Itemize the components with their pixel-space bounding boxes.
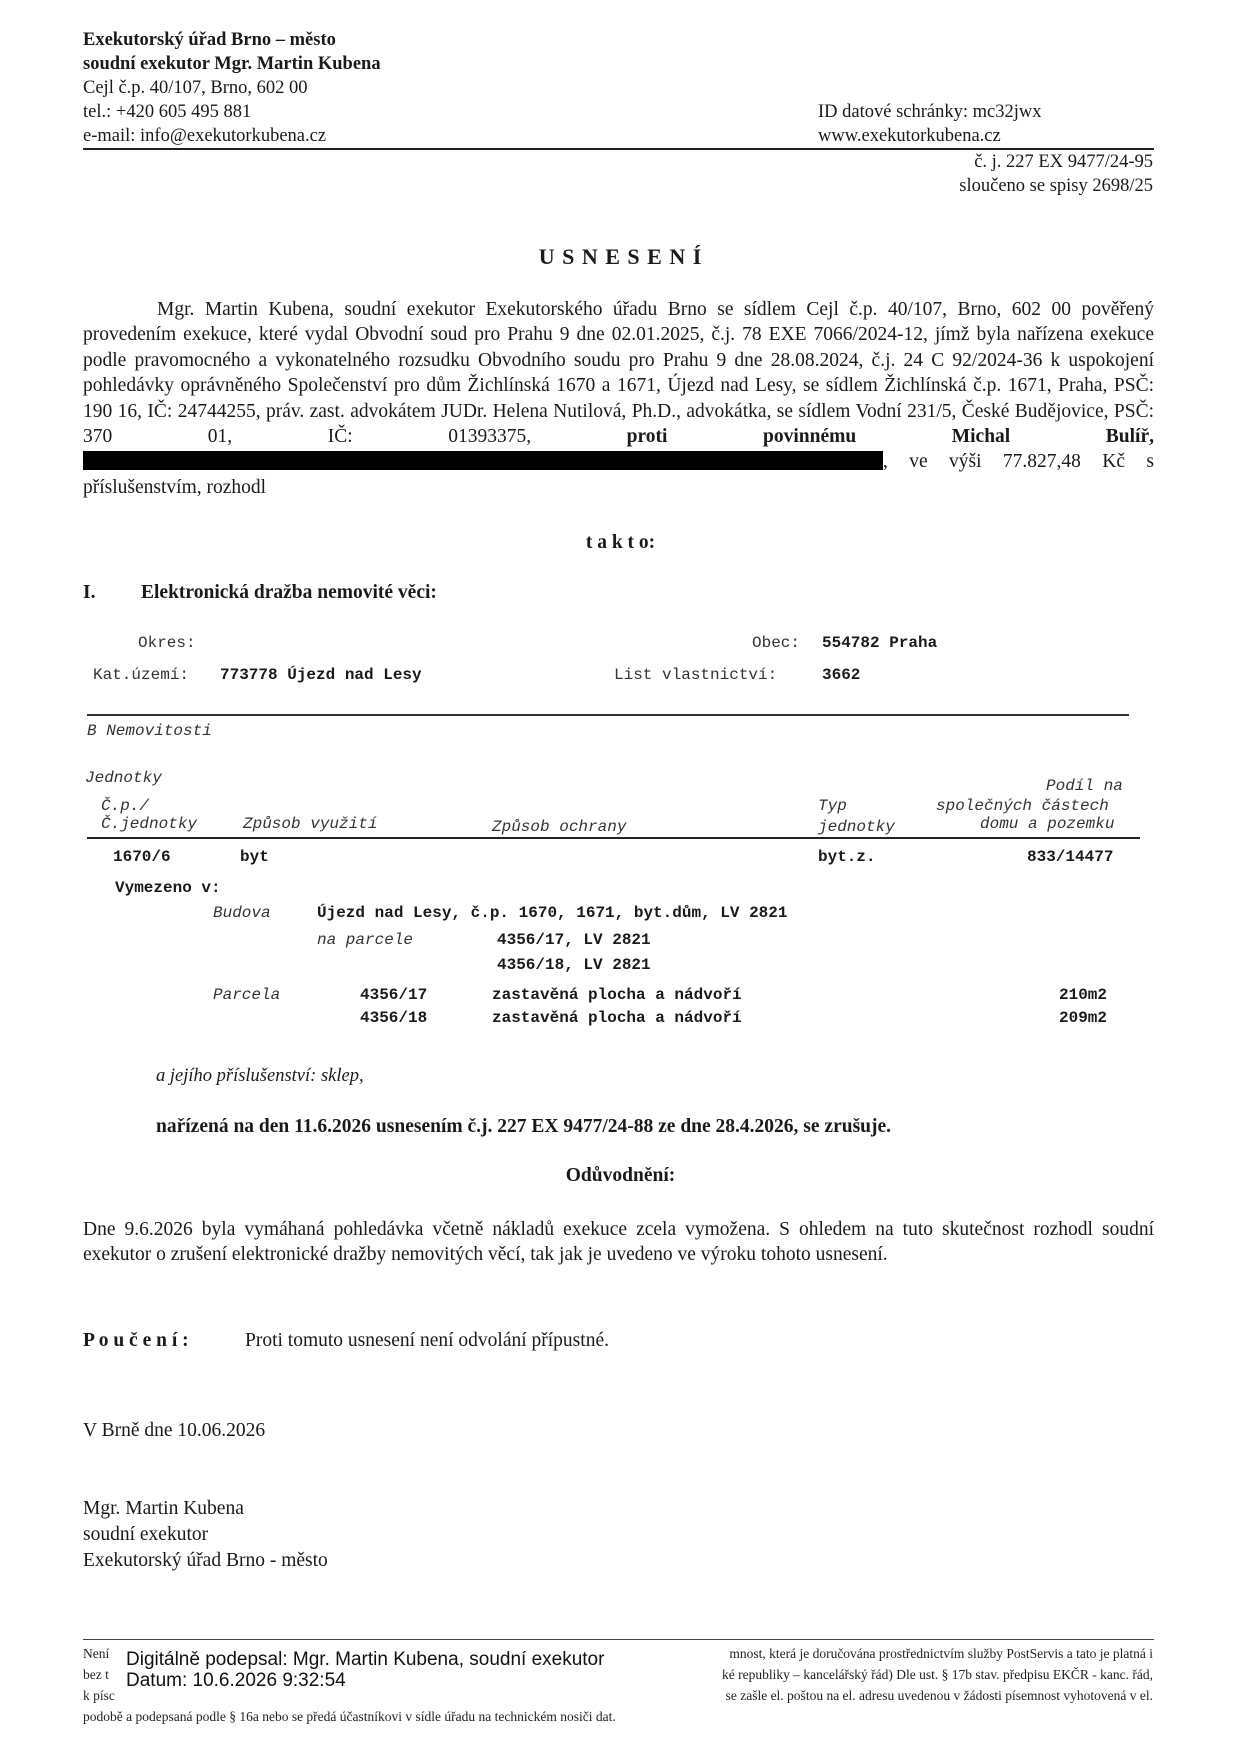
na-parcele-label: na parcele <box>317 931 414 949</box>
digital-signature-line-2: Datum: 10.6.2026 9:32:54 <box>126 1670 346 1691</box>
office-address: Cejl č.p. 40/107, Brno, 602 00 <box>83 78 308 98</box>
col-podil-1: Podíl na <box>1046 777 1123 795</box>
intro-amount: , ve výši 77.827,48 Kč s příslušenstvím, rozhodl <box>83 451 1154 498</box>
case-number: č. j. 227 EX 9477/24-95 <box>974 152 1153 172</box>
takto-heading: t a k t o: <box>585 532 656 553</box>
col-zpusob-vyuziti: Způsob využití <box>243 815 378 833</box>
parcel-1-area: 210m2 <box>1059 986 1108 1004</box>
section-heading: Elektronická dražba nemovité věci: <box>141 582 437 603</box>
footer-line-1-left: Není <box>83 1646 110 1661</box>
col-podil-3: domu a pozemku <box>980 815 1115 833</box>
intro-text: Mgr. Martin Kubena, soudní exekutor Exekutorského úřadu Brno se sídlem Cejl č.p. 40/107, Brno, 602 00 pověřený provedením exekuce, které vydal Obvodní soud pro Prahu 9 dne 02.01.2025, č.j. 78 EXE 7066/2024-12, jímž byla nařízena exekuce podle pravomocného a vykonatelného rozsudku Obvodního soudu pro Prahu 9 dne 28.08.2024, č.j. 24 C 92/2024-36 k uspokojení pohledávky oprávněného Společenství pro dům Žichlínská 1670 a 1671, Újezd nad Lesy, se sídlem Žichlínská č.p. 1671, Praha, PSČ: 190 16, IČ: 24744255, práv. zast. advokátem JUDr. Helena Nutilová, Ph.D., advokátka, se sídlem Vodní 231/5, České Budějovice, PSČ: 370 01, IČ: 01393375, <box>83 299 1154 448</box>
vymezeno-label: Vymezeno v: <box>115 879 221 897</box>
registry-rule <box>87 714 1129 716</box>
instruction-label: P o u č e n í : <box>83 1330 189 1351</box>
unit-type: byt.z. <box>818 848 876 866</box>
lv-value: 3662 <box>822 666 861 684</box>
document-title: U S N E S E N Í <box>538 244 703 269</box>
parcel-2-description: zastavěná plocha a nádvoří <box>492 1009 742 1027</box>
okres-label: Okres: <box>138 634 196 652</box>
parcel-ref-2: 4356/18, LV 2821 <box>497 956 651 974</box>
signature-block <box>83 1496 328 1574</box>
footer-line-3-right: se zašle el. poštou na el. adresu uvedenou v žádosti písemnost vyhotovená v el. <box>725 1688 1153 1703</box>
parcel-ref-1: 4356/17, LV 2821 <box>497 931 651 949</box>
decision-text: nařízená na den 11.6.2026 usnesením č.j. 227 EX 9477/24-88 ze dne 28.4.2026, se zrušuje. <box>156 1116 892 1137</box>
obec-label: Obec: <box>752 634 801 652</box>
unit-use: byt <box>240 848 269 866</box>
parcela-label: Parcela <box>213 986 281 1004</box>
col-cp: Č.p./ <box>101 797 150 815</box>
footer-line-1-right: mnost, která je doručována prostřednictvím služby PostServis a tato je platná i <box>729 1646 1153 1661</box>
redaction-bar <box>83 451 883 470</box>
parcel-2-area: 209m2 <box>1059 1009 1108 1027</box>
footer-line-4: podobě a podepsaná podle § 16a nebo se předá účastníkovi v sídle úřadu na technickém nosiči dat. <box>83 1709 616 1724</box>
footer-rule <box>83 1639 1154 1640</box>
col-cjednotky: Č.jednotky <box>101 815 198 833</box>
footer-line-2-left: bez t <box>83 1667 109 1682</box>
office-name: Exekutorský úřad Brno – město <box>83 30 336 50</box>
col-typ: Typ <box>818 797 847 815</box>
col-jednotky-2: jednotky <box>818 818 895 836</box>
section-number: I. <box>83 582 96 603</box>
section-b-label: B Nemovitosti <box>87 722 212 740</box>
signer-name: Mgr. Martin Kubena <box>83 1498 244 1519</box>
parcel-2-number: 4356/18 <box>360 1009 428 1027</box>
office-phone: tel.: +420 605 495 881 <box>83 102 252 122</box>
executor-name: soudní exekutor Mgr. Martin Kubena <box>83 54 381 74</box>
katuzemi-label: Kat.území: <box>93 666 190 684</box>
lv-label: List vlastnictví: <box>614 666 778 684</box>
digital-signature-stamp <box>126 1647 638 1693</box>
place-date: V Brně dne 10.06.2026 <box>83 1420 266 1441</box>
databox-id: ID datové schránky: mc32jwx <box>818 102 1042 122</box>
col-zpusob-ochrany: Způsob ochrany <box>492 818 627 836</box>
katuzemi-value: 773778 Újezd nad Lesy <box>220 666 422 684</box>
unit-number: 1670/6 <box>113 848 171 866</box>
office-web: www.exekutorkubena.cz <box>818 126 1001 146</box>
signer-role: soudní exekutor <box>83 1524 209 1545</box>
merged-files: sloučeno se spisy 2698/25 <box>959 176 1153 196</box>
accessory-note: a jejího příslušenství: sklep, <box>156 1066 364 1086</box>
reasoning-text: Dne 9.6.2026 byla vymáhaná pohledávka včetně nákladů exekuce zcela vymožena. S ohledem na tuto skutečnost rozhodl soudní exekutor o zrušení elektronické dražby nemovitých věcí, tak jak je uvedeno ve výroku tohoto usnesení. <box>83 1219 1154 1266</box>
unit-share: 833/14477 <box>1027 848 1114 866</box>
col-podil-2: společných částech <box>936 797 1109 815</box>
table-header-rule <box>87 837 1140 839</box>
footer-line-3-left: k písc <box>83 1688 115 1703</box>
instruction-text: Proti tomuto usnesení není odvolání přípustné. <box>245 1330 609 1351</box>
parcel-1-description: zastavěná plocha a nádvoří <box>492 986 742 1004</box>
office-email: e-mail: info@exekutorkubena.cz <box>83 126 327 146</box>
budova-value: Újezd nad Lesy, č.p. 1670, 1671, byt.dům, LV 2821 <box>317 904 788 922</box>
digital-signature-line-1: Digitálně podepsal: Mgr. Martin Kubena, soudní exekutor <box>126 1649 605 1670</box>
parcel-1-number: 4356/17 <box>360 986 428 1004</box>
budova-label: Budova <box>213 904 271 922</box>
intro-paragraph <box>83 297 1154 500</box>
obec-value: 554782 Praha <box>822 634 938 652</box>
footer-line-2-right: ké republiky – kancelářský řád) Dle ust. § 17b stav. předpisu EKČR - kanc. řád, <box>721 1667 1153 1682</box>
reasoning-title: Odůvodnění: <box>565 1165 676 1186</box>
col-jednotky: Jednotky <box>85 769 162 787</box>
signer-office: Exekutorský úřad Brno - město <box>83 1550 328 1571</box>
intro-obligor: proti povinnému Michal Bulíř, <box>626 426 1154 448</box>
